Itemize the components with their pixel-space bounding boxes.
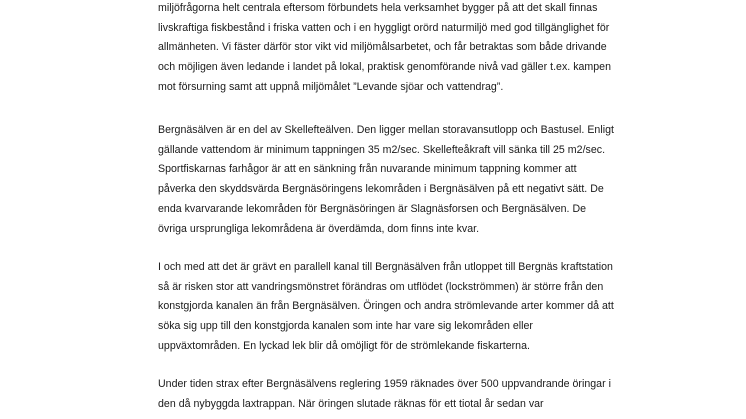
text-line: så är risken stor att vandringsmönstret förändras om utflödet (lockströmmen) är större från den <box>158 280 604 293</box>
text-line: den då nybyggda laxtrappan. När öringen slutade räknas för ett tiotal år sedan var <box>158 397 544 410</box>
text-line: mot försurning samt att uppnå miljömålet ”Levande sjöar och vattendrag”. <box>158 80 504 93</box>
paragraph-3 <box>158 258 614 357</box>
text-line: uppväxtområden. En lyckad lek blir då omöjligt för de strömlekande fiskarterna. <box>158 339 530 352</box>
paragraph-4 <box>158 375 611 414</box>
text-line: Bergnäsälven är en del av Skellefteälven. Den ligger mellan storavansutlopp och Bastusel. Enligt <box>158 124 614 136</box>
text-line: livskraftiga fiskbestånd i friska vatten och i en hyggligt orörd naturmiljö med god tillgänglighet för <box>158 21 610 34</box>
text-line: allmänheten. Vi fäster därför stor vikt vid miljömålsarbetet, och får betraktas som både drivande <box>158 41 607 54</box>
paragraph-2 <box>158 121 614 239</box>
paragraph-1 <box>158 0 611 98</box>
text-line: konstgjorda kanalen än från Bergnäsälven. Öringen och andra strömlevande arter kommer då att <box>158 300 614 313</box>
text-line: och möjligen även ledande i landet på lokal, praktisk genomförande nivå vad gäller t.ex. kampen <box>158 61 611 74</box>
text-line: Sportfiskarnas farhågor är att en sänkning från nuvarande minimum tappning kommer att <box>158 163 577 176</box>
text-line: påverka den skyddsvärda Bergnäsöringens lekområden i Bergnäsälven på ett negativt sätt. De <box>158 183 604 196</box>
text-line: enda kvarvarande lekområden för Bergnäsöringen är Slagnäsforsen och Bergnäsälven. De <box>158 202 587 215</box>
text-line: I och med att det är grävt en parallell kanal till Bergnäsälven från utloppet till Bergnäs kraftstation <box>158 261 613 273</box>
text-line: söka sig upp till den konstgjorda kanalen som inte har vare sig lekområden eller <box>158 320 533 333</box>
text-line: Under tiden strax efter Bergnäsälvens reglering 1959 räknades över 500 uppvandrande öringar i <box>158 378 611 390</box>
text-line: miljöfrågorna helt centrala eftersom förbundets hela verksamhet bygger på att det skall finnas <box>158 2 598 14</box>
text-line: övriga ursprungliga lekområdena är överdämda, dom finns inte kvar. <box>158 222 480 235</box>
text-line: gällande vattendom är minimum tappningen 35 m2/sec. Skellefteåkraft vill sänka till 25 m2/sec. <box>158 143 606 156</box>
